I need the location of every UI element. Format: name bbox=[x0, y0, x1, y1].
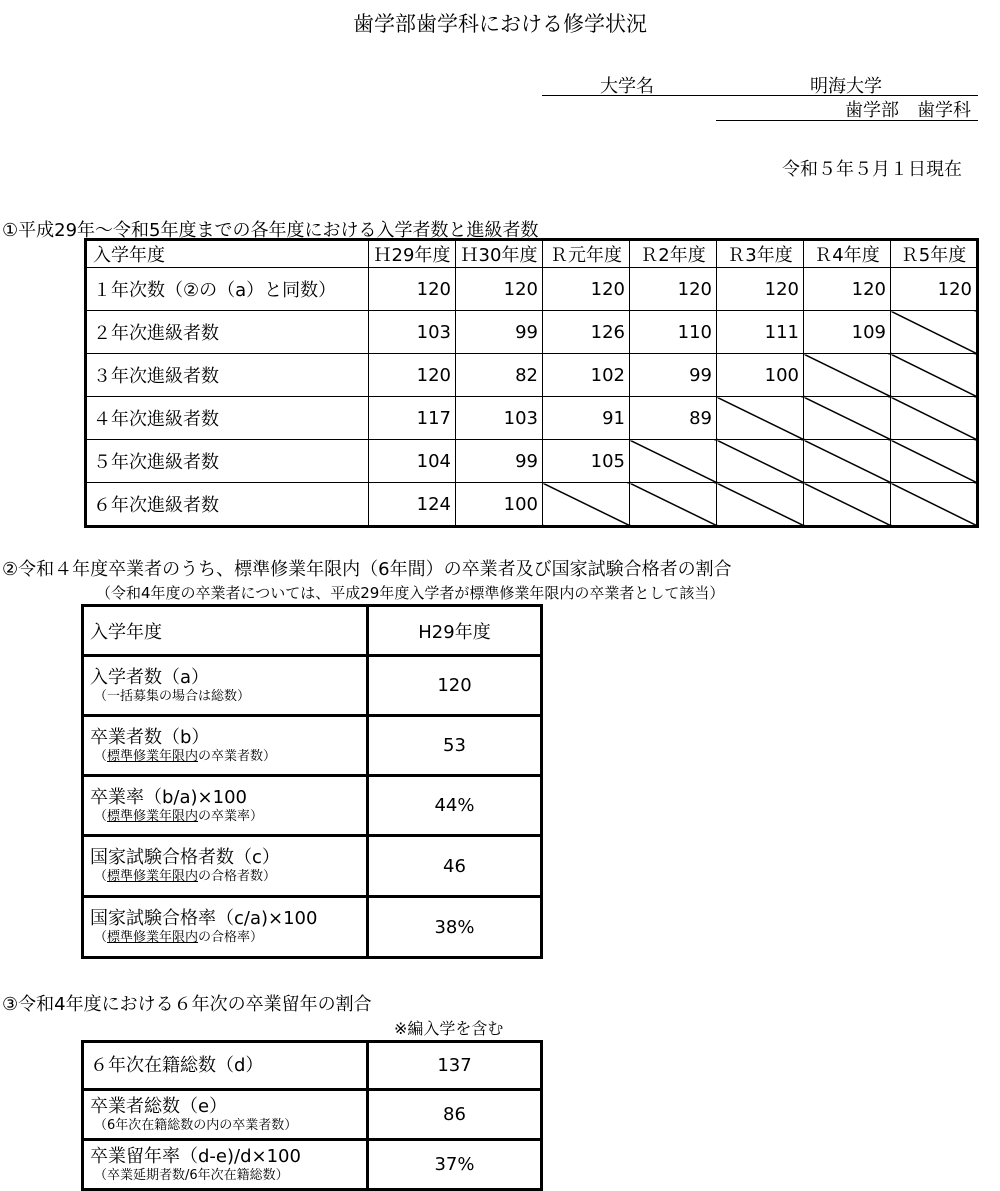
row-label-cell bbox=[83, 897, 368, 958]
row-sublabel bbox=[90, 869, 366, 885]
row-label: ４年次進級者数 bbox=[86, 397, 369, 440]
table-cell: 102 bbox=[543, 354, 630, 397]
row-label: 入学者数（a） bbox=[90, 666, 210, 688]
empty-diagonal-cell bbox=[804, 397, 891, 440]
table-cell: 99 bbox=[630, 354, 717, 397]
sublabel-underlined: 標準修業年限内 bbox=[107, 930, 199, 945]
section2-heading: ②令和４年度卒業者のうち、標準修業年限内（6年間）の卒業者及び国家試験合格者の割合 bbox=[2, 559, 732, 580]
year-header: Ｒ5年度 bbox=[891, 240, 978, 268]
table-cell: 110 bbox=[630, 311, 717, 354]
sublabel-text: の合格率） bbox=[198, 930, 264, 945]
table-cell: 38% bbox=[368, 897, 542, 958]
table-cell: 103 bbox=[369, 311, 456, 354]
university-label: 大学名 bbox=[600, 76, 654, 97]
table-cell: 120 bbox=[368, 656, 542, 716]
repeat-rate-table bbox=[81, 1040, 543, 1191]
table-row bbox=[86, 268, 978, 311]
section2-note: （令和4年度の卒業者については、平成29年度入学者が標準修業年限内の卒業者として該当） bbox=[96, 584, 725, 602]
as-of-date: 令和５年５月１日現在 bbox=[782, 159, 962, 180]
empty-diagonal-cell bbox=[891, 311, 978, 354]
row-label: ５年次進級者数 bbox=[86, 440, 369, 483]
sublabel-text: （一括募集の場合は総数） bbox=[94, 688, 251, 704]
sublabel-text: （ bbox=[94, 808, 108, 824]
row-sublabel bbox=[90, 809, 366, 825]
row-label: 卒業者総数（e） bbox=[90, 1095, 228, 1117]
table-row bbox=[83, 897, 542, 958]
year-header: Ｒ元年度 bbox=[543, 240, 630, 268]
row-sublabel: （6年次在籍総数の内の卒業者数） bbox=[94, 1117, 298, 1133]
section3-heading: ③令和4年度における６年次の卒業留年の割合 bbox=[2, 994, 372, 1015]
table-cell: 109 bbox=[804, 311, 891, 354]
table-cell: 53 bbox=[368, 716, 542, 776]
year-header: Ｈ29年度 bbox=[369, 240, 456, 268]
year-header: Ｒ4年度 bbox=[804, 240, 891, 268]
row-label-cell bbox=[83, 836, 368, 897]
table-header-row bbox=[83, 606, 542, 656]
table-cell: 120 bbox=[369, 268, 456, 311]
sublabel-underlined: 標準修業年限内 bbox=[107, 748, 199, 764]
table-cell: 120 bbox=[543, 268, 630, 311]
empty-diagonal-cell bbox=[804, 440, 891, 483]
year-header: Ｒ3年度 bbox=[717, 240, 804, 268]
row-label: ６年次進級者数 bbox=[86, 483, 369, 527]
page-title: 歯学部歯学科における修学状況 bbox=[353, 12, 647, 36]
table-cell: 120 bbox=[891, 268, 978, 311]
table-row bbox=[83, 836, 542, 897]
table-cell: 120 bbox=[369, 354, 456, 397]
row-label: 卒業率（b/a)×100 bbox=[90, 786, 247, 808]
corner-cell: 入学年度 bbox=[83, 606, 368, 656]
row-sublabel: （卒業延期者数/6年次在籍総数） bbox=[94, 1167, 289, 1183]
sublabel-text: （ bbox=[94, 930, 108, 945]
empty-diagonal-cell bbox=[891, 440, 978, 483]
table-row bbox=[83, 716, 542, 776]
table-cell: 86 bbox=[368, 1090, 542, 1140]
corner-cell: 入学年度 bbox=[86, 240, 369, 268]
section3-note: ※編入学を含む bbox=[394, 1019, 504, 1038]
table-cell: 120 bbox=[717, 268, 804, 311]
table-row bbox=[83, 1090, 542, 1140]
table-cell: 37% bbox=[368, 1140, 542, 1190]
table-cell: 82 bbox=[456, 354, 543, 397]
row-label: １年次数（②の（a）と同数） bbox=[86, 268, 369, 311]
table-cell: 111 bbox=[717, 311, 804, 354]
row-label: 国家試験合格率（c/a)×100 bbox=[90, 908, 318, 929]
table-cell: 100 bbox=[456, 483, 543, 527]
empty-diagonal-cell bbox=[891, 397, 978, 440]
row-label: ２年次進級者数 bbox=[86, 311, 369, 354]
year-header: H29年度 bbox=[368, 606, 542, 656]
section1-heading: ①平成29年～令和5年度までの各年度における入学者数と進級者数 bbox=[2, 220, 539, 241]
sublabel-underlined: 標準修業年限内 bbox=[107, 869, 199, 884]
empty-diagonal-cell bbox=[804, 354, 891, 397]
row-label-cell bbox=[83, 716, 368, 776]
table-row bbox=[83, 776, 542, 836]
sublabel-text: の卒業率） bbox=[198, 808, 264, 824]
table-cell: 91 bbox=[543, 397, 630, 440]
row-label-cell bbox=[83, 656, 368, 716]
table-row bbox=[83, 1140, 542, 1190]
graduation-rate-table bbox=[81, 604, 543, 959]
sublabel-text: （ bbox=[94, 869, 108, 884]
row-label: 卒業者数（b） bbox=[90, 726, 210, 748]
table-cell: 89 bbox=[630, 397, 717, 440]
table-header-row bbox=[86, 240, 978, 268]
row-label-cell bbox=[83, 1090, 368, 1140]
table-cell: 104 bbox=[369, 440, 456, 483]
empty-diagonal-cell bbox=[717, 483, 804, 527]
table-cell: 46 bbox=[368, 836, 542, 897]
table-cell: 120 bbox=[804, 268, 891, 311]
table-row bbox=[86, 483, 978, 527]
faculty-underline bbox=[716, 120, 978, 121]
row-label: ６年次在籍総数（d） bbox=[90, 1054, 264, 1076]
year-header: Ｒ2年度 bbox=[630, 240, 717, 268]
table-row bbox=[83, 1042, 542, 1090]
row-sublabel bbox=[90, 689, 366, 705]
empty-diagonal-cell bbox=[804, 483, 891, 527]
row-sublabel bbox=[90, 930, 366, 946]
table-cell: 120 bbox=[456, 268, 543, 311]
table-row bbox=[83, 656, 542, 716]
empty-diagonal-cell bbox=[630, 483, 717, 527]
year-header: Ｈ30年度 bbox=[456, 240, 543, 268]
sublabel-text: の合格者数） bbox=[198, 869, 277, 884]
empty-diagonal-cell bbox=[717, 397, 804, 440]
table-cell: 124 bbox=[369, 483, 456, 527]
sublabel-underlined: 標準修業年限内 bbox=[107, 808, 199, 824]
sublabel-text: の卒業者数） bbox=[198, 748, 277, 764]
row-label: 卒業留年率（d-e)/d×100 bbox=[90, 1145, 301, 1167]
table-row bbox=[86, 311, 978, 354]
empty-diagonal-cell bbox=[543, 483, 630, 527]
empty-diagonal-cell bbox=[630, 440, 717, 483]
sublabel-text: （ bbox=[94, 748, 108, 764]
table-cell: 99 bbox=[456, 311, 543, 354]
table-cell: 126 bbox=[543, 311, 630, 354]
table-row bbox=[86, 440, 978, 483]
row-label-cell bbox=[83, 1140, 368, 1190]
row-label-cell bbox=[83, 776, 368, 836]
table-cell: 103 bbox=[456, 397, 543, 440]
row-label: ３年次進級者数 bbox=[86, 354, 369, 397]
enrollment-progression-table bbox=[84, 238, 979, 528]
table-cell: 105 bbox=[543, 440, 630, 483]
table-cell: 99 bbox=[456, 440, 543, 483]
table-row bbox=[86, 354, 978, 397]
table-cell: 137 bbox=[368, 1042, 542, 1090]
table-cell: 117 bbox=[369, 397, 456, 440]
table-cell: 120 bbox=[630, 268, 717, 311]
row-label-cell bbox=[83, 1042, 368, 1090]
table-row bbox=[86, 397, 978, 440]
table-cell: 100 bbox=[717, 354, 804, 397]
university-name: 明海大学 bbox=[810, 76, 882, 97]
empty-diagonal-cell bbox=[891, 354, 978, 397]
row-sublabel bbox=[90, 749, 366, 765]
row-label: 国家試験合格者数（c） bbox=[90, 847, 280, 868]
table-cell: 44% bbox=[368, 776, 542, 836]
empty-diagonal-cell bbox=[717, 440, 804, 483]
faculty-name: 歯学部 歯学科 bbox=[845, 100, 971, 121]
empty-diagonal-cell bbox=[891, 483, 978, 527]
